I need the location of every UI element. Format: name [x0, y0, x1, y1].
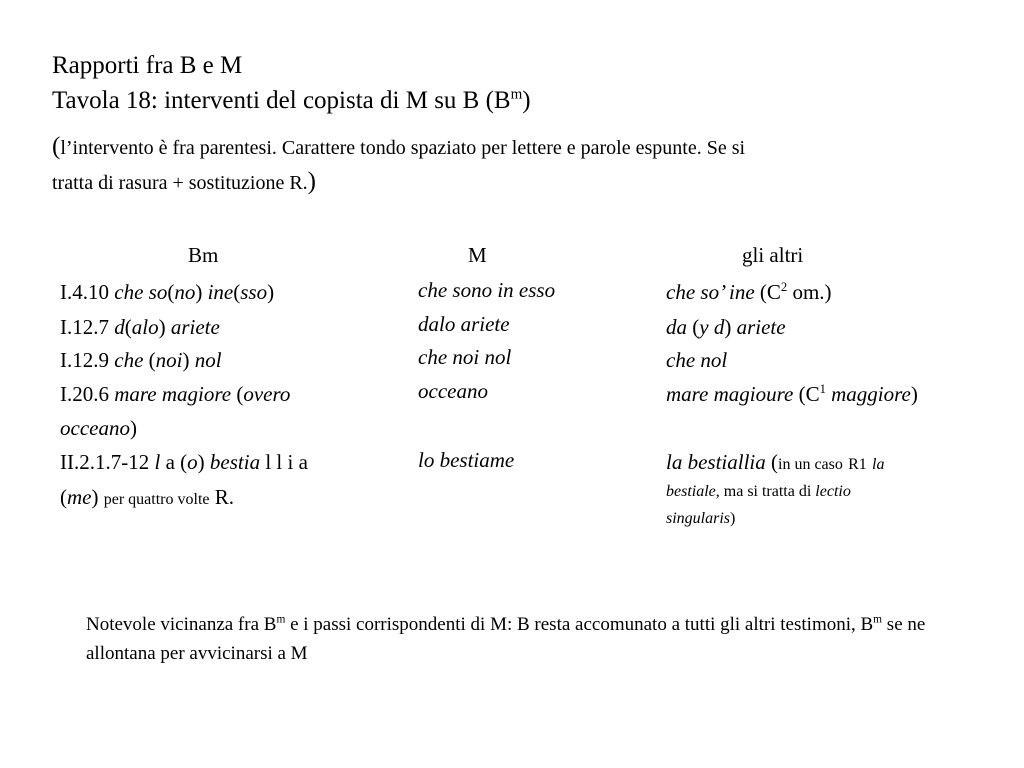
note-superscript: m	[276, 613, 286, 626]
bm-text: a (	[160, 450, 188, 474]
bm-row-4-cont	[60, 416, 137, 441]
note-text: Notevole vicinanza fra B	[86, 614, 277, 635]
altri-paren: (	[687, 315, 700, 339]
column-header-bm: Bm	[188, 243, 219, 267]
bm-ref: I.12.9	[60, 348, 109, 372]
bm-note-r: R.	[214, 485, 235, 509]
bm-paren: )	[91, 485, 99, 509]
bm-ref: I.4.10	[60, 280, 109, 304]
altri-row-2	[666, 315, 786, 340]
altri-superscript: 2	[780, 280, 788, 294]
bm-row-3	[60, 348, 222, 373]
bm-text: nol	[189, 348, 222, 372]
bm-text: ine	[202, 280, 234, 304]
description-open-paren: (	[52, 133, 61, 160]
altri-note: lectio	[815, 483, 851, 500]
altri-text: mare magioure	[666, 382, 794, 406]
bm-row-5	[60, 450, 308, 475]
title-line-2	[52, 87, 531, 115]
altri-text: om.)	[787, 280, 832, 304]
altri-row-1	[666, 280, 832, 305]
altri-note: in un caso	[778, 456, 843, 473]
bm-paren: (	[167, 280, 175, 304]
bm-paren: (	[124, 315, 132, 339]
altri-text: che so’ ine	[666, 280, 755, 304]
bm-text: mare magiore	[114, 382, 232, 406]
altri-text: da	[666, 315, 687, 339]
description-line-1	[52, 133, 745, 161]
title-superscript: m	[510, 86, 523, 103]
bm-text: overo	[243, 382, 291, 406]
altri-row-5-cont	[666, 483, 851, 501]
bm-paren: )	[197, 450, 205, 474]
bm-row-1	[60, 280, 274, 305]
altri-text: maggiore	[831, 382, 911, 406]
altri-note: singularis	[666, 510, 731, 527]
bm-ref: I.12.7	[60, 315, 109, 339]
bm-paren: (	[143, 348, 156, 372]
bm-text: d	[114, 315, 125, 339]
altri-row-5-cont-2	[666, 510, 735, 528]
altri-paren: )	[730, 510, 736, 527]
m-row-1: che sono in esso	[418, 278, 556, 302]
bm-row-5-cont	[60, 485, 234, 510]
note-superscript: m	[873, 613, 883, 626]
bm-paren: )	[158, 315, 166, 339]
altri-paren: )	[910, 382, 918, 406]
bm-text: ariete	[165, 315, 220, 339]
altri-row-4	[666, 382, 918, 407]
m-row-5: lo bestiame	[418, 448, 515, 472]
bm-paren: )	[129, 416, 137, 440]
bm-row-2	[60, 315, 220, 340]
m-row-2: dalo ariete	[418, 312, 510, 336]
description-close-paren: )	[307, 168, 316, 195]
column-header-altri: gli altri	[742, 243, 804, 267]
description-line-2	[52, 168, 316, 196]
bm-text: bestia	[204, 450, 261, 474]
bm-paren: (	[60, 485, 67, 509]
m-row-3: che noi nol	[418, 345, 512, 369]
bm-paren: )	[182, 348, 190, 372]
column-header-m: M	[468, 243, 487, 267]
altri-row-3: che nol	[666, 348, 728, 372]
description-text: l’intervento è fra parentesi. Carattere tondo spaziato per lettere e parole espunte. Se si	[60, 137, 746, 159]
bm-paren: (	[233, 280, 241, 304]
altri-text: ariete	[731, 315, 786, 339]
bm-text: che so	[114, 280, 168, 304]
altri-note: bestiale	[666, 483, 716, 500]
footer-note	[86, 610, 986, 668]
altri-text: la bestiallia	[666, 450, 766, 474]
altri-text: y d	[699, 315, 725, 339]
bm-row-4	[60, 382, 290, 407]
bm-text: sso	[240, 280, 268, 304]
bm-text: alo	[131, 315, 159, 339]
altri-row-5	[666, 450, 885, 475]
m-row-4: occeano	[418, 379, 488, 403]
bm-text: no	[174, 280, 196, 304]
bm-text: l	[154, 450, 161, 474]
altri-text: (C	[793, 382, 820, 406]
title-text: Tavola 18: interventi del copista di M su B (B	[52, 87, 511, 114]
note-text: se ne allontana per avvicinarsi a M	[86, 614, 926, 664]
altri-superscript: 1	[819, 382, 826, 396]
description-text-2: tratta di rasura + sostituzione R.	[52, 172, 308, 194]
bm-paren: (	[231, 382, 244, 406]
title-line-1: Rapporti fra B e M	[52, 52, 243, 79]
note-text: e i passi corrispondenti di M: B resta accomunato a tutti gli altri testimoni, B	[285, 614, 874, 635]
altri-note: la	[872, 456, 885, 473]
title-close: )	[522, 87, 531, 114]
bm-expunged-text: l l i a	[265, 450, 308, 474]
bm-note: per quattro volte	[103, 491, 210, 508]
bm-text: che	[114, 348, 144, 372]
bm-paren: )	[195, 280, 203, 304]
bm-text: occeano	[60, 416, 130, 440]
bm-ref: I.20.6	[60, 382, 109, 406]
altri-paren: )	[724, 315, 732, 339]
bm-text: noi	[155, 348, 183, 372]
altri-text: (C	[754, 280, 781, 304]
bm-paren: )	[267, 280, 275, 304]
bm-ref: II.2.1.7-12	[60, 450, 150, 474]
altri-note: , ma si tratta di	[715, 483, 812, 500]
bm-text: o	[187, 450, 198, 474]
bm-text: me	[67, 485, 92, 509]
altri-paren: (	[765, 450, 778, 474]
altri-note: R1	[848, 456, 867, 473]
